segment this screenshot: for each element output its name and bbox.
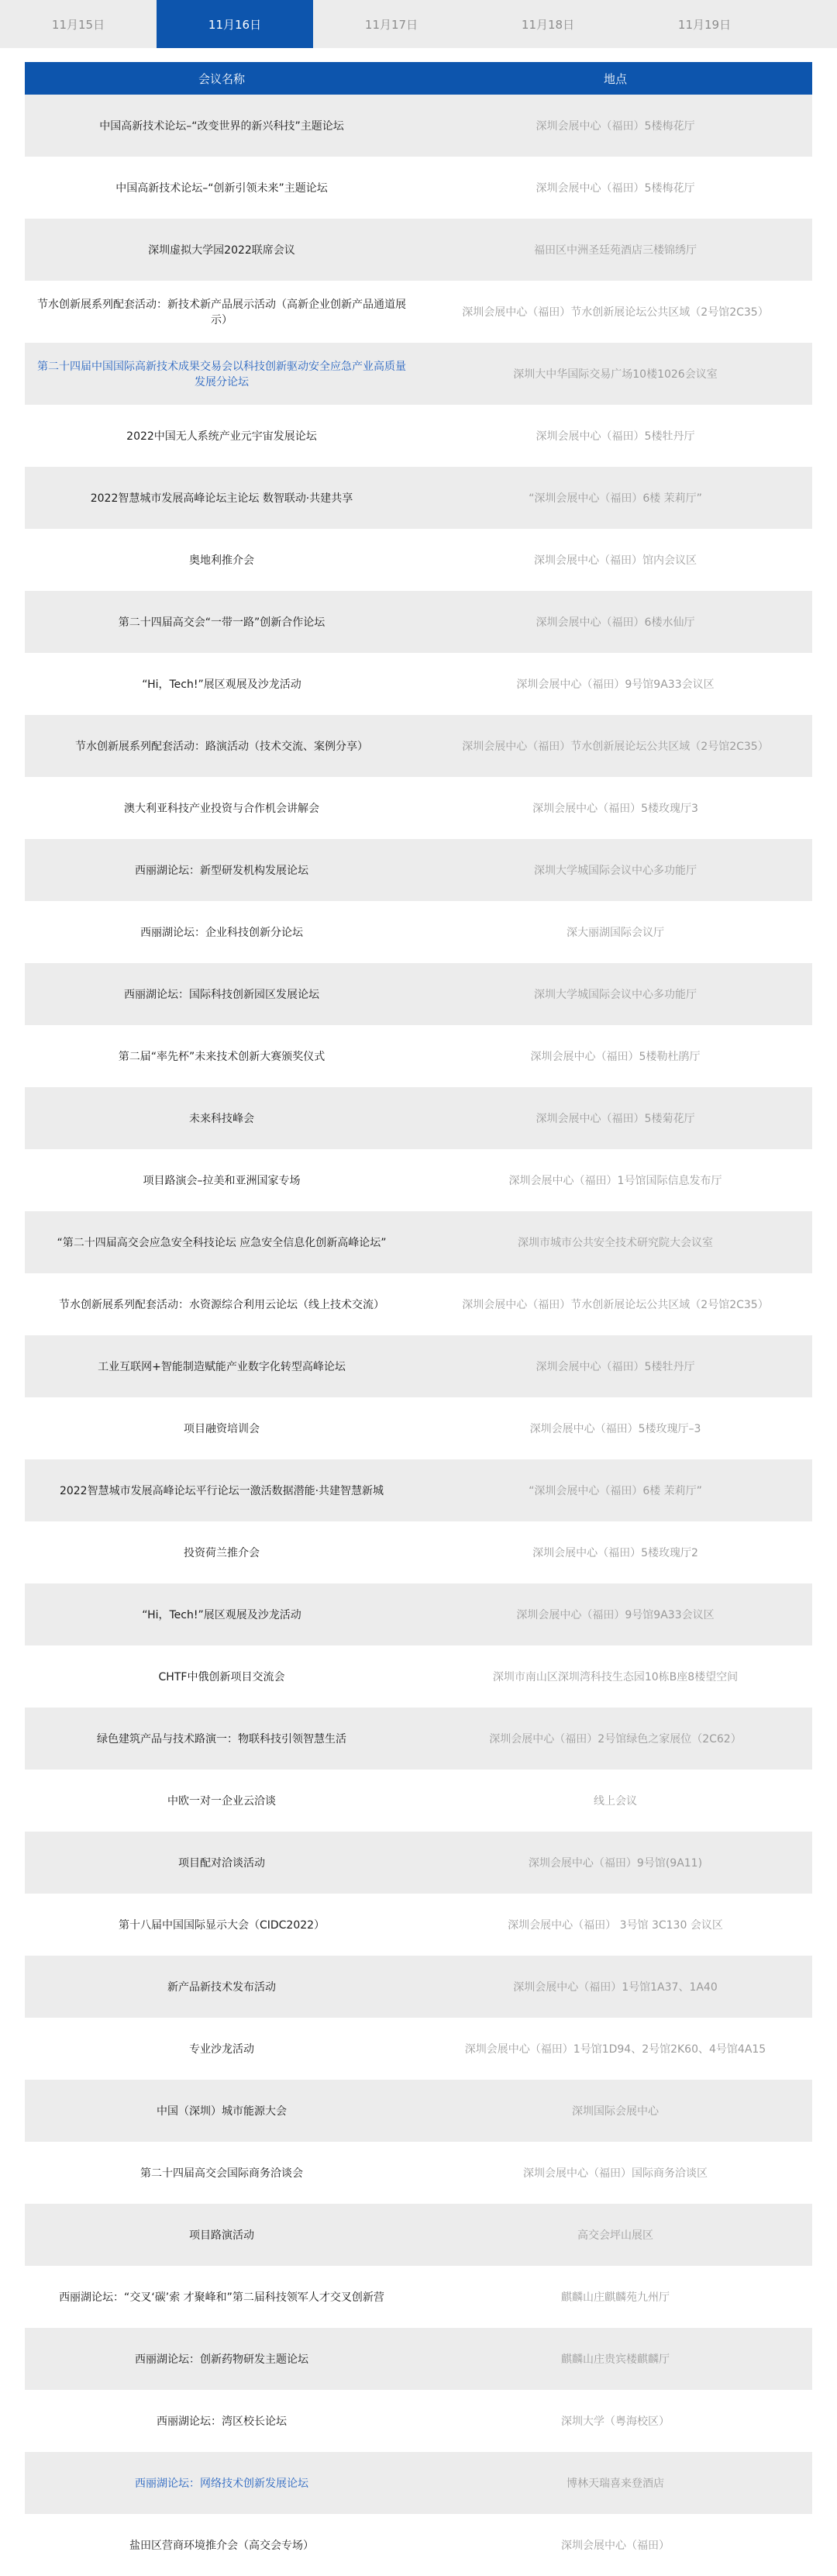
meeting-name: “第二十四届高交会应急安全科技论坛 应急安全信息化创新高峰论坛” bbox=[57, 1237, 387, 1249]
table-header bbox=[25, 62, 812, 95]
tab-date[interactable]: 11月16日 bbox=[157, 0, 313, 48]
meeting-name: 2022智慧城市发展高峰论坛主论坛 数智联动·共建共享 bbox=[90, 492, 353, 505]
header-meeting-name: 会议名称 bbox=[198, 71, 245, 86]
meeting-location: 深圳会展中心（福田）国际商务洽谈区 bbox=[523, 2167, 708, 2180]
table-row bbox=[25, 2266, 812, 2328]
meeting-name: 第二十四届高交会“一带一路”创新合作论坛 bbox=[118, 616, 326, 629]
meeting-name: 节水创新展系列配套活动：水资源综合利用云论坛（线上技术交流） bbox=[59, 1299, 384, 1311]
table-row bbox=[25, 95, 812, 157]
meeting-name: 西丽湖论坛：创新药物研发主题论坛 bbox=[135, 2353, 308, 2366]
table-row bbox=[25, 1770, 812, 1832]
meeting-location: 福田区中洲圣廷苑酒店三楼锦绣厅 bbox=[534, 244, 697, 257]
tab-date[interactable]: 11月15日 bbox=[51, 17, 105, 32]
meeting-name: 深圳虚拟大学园2022联席会议 bbox=[148, 244, 295, 257]
meeting-location: 深圳会展中心（福田）2号馆绿色之家展位（2C62） bbox=[489, 1733, 742, 1746]
meeting-location: 深圳会展中心（福田）5楼牡丹厅 bbox=[536, 430, 695, 443]
table-row bbox=[25, 2018, 812, 2080]
meeting-name: 2022智慧城市发展高峰论坛平行论坛一激活数据潜能·共建智慧新城 bbox=[59, 1485, 384, 1497]
table-row bbox=[25, 2080, 812, 2142]
meeting-location: 深圳国际会展中心 bbox=[572, 2105, 659, 2118]
table-row bbox=[25, 1335, 812, 1397]
table-row bbox=[25, 1397, 812, 1459]
meeting-name-link[interactable]: 西丽湖论坛：网络技术创新发展论坛 bbox=[135, 2478, 308, 2490]
meeting-location: 深圳会展中心（福田）5楼玫瑰厅3 bbox=[532, 803, 698, 815]
meeting-name: 西丽湖论坛：湾区校长论坛 bbox=[157, 2415, 287, 2428]
meeting-name: 中国高新技术论坛–“改变世界的新兴科技”主题论坛 bbox=[99, 120, 344, 133]
meeting-location: 深圳大中华国际交易广场10楼1026会议室 bbox=[513, 368, 718, 381]
meeting-location: 深圳会展中心（福田）5楼玫瑰厅2 bbox=[532, 1547, 698, 1559]
table-row bbox=[25, 1211, 812, 1273]
meeting-name: 盐田区营商环境推介会（高交会专场） bbox=[129, 2540, 314, 2552]
meeting-location: 深圳市城市公共安全技术研究院大会议室 bbox=[518, 1237, 713, 1249]
meeting-name: 中国（深圳）城市能源大会 bbox=[157, 2105, 287, 2118]
table-row bbox=[25, 529, 812, 591]
meeting-location: 深圳会展中心（福田）节水创新展论坛公共区域（2号馆2C35） bbox=[462, 1299, 769, 1311]
meeting-name: CHTF中俄创新项目交流会 bbox=[158, 1671, 285, 1683]
table-row bbox=[25, 1025, 812, 1087]
table-row bbox=[25, 591, 812, 653]
meeting-location: 深圳会展中心（福田）9号馆9A33会议区 bbox=[516, 679, 715, 691]
meeting-name: “Hi，Tech!”展区观展及沙龙活动 bbox=[142, 1609, 301, 1621]
meeting-name: 2022中国无人系统产业元宇宙发展论坛 bbox=[126, 430, 317, 443]
meeting-location: 深圳会展中心（福田）1号馆1A37、1A40 bbox=[513, 1981, 718, 1994]
meeting-name: 绿色建筑产品与技术路演一：物联科技引领智慧生活 bbox=[97, 1733, 346, 1746]
table-row bbox=[25, 2452, 812, 2514]
meeting-location: 深圳会展中心（福田）9号馆9A33会议区 bbox=[516, 1609, 715, 1621]
table-row bbox=[25, 2142, 812, 2204]
date-tabs bbox=[0, 0, 837, 48]
meeting-name: 第二届“率先杯”未来技术创新大赛颁奖仪式 bbox=[118, 1051, 326, 1063]
meeting-location: 深圳会展中心（福田）5楼勒杜鹃厅 bbox=[530, 1051, 701, 1063]
meeting-name: 节水创新展系列配套活动：新技术新产品展示活动（高新企业创新产品通道展示） bbox=[37, 299, 406, 326]
meeting-location: 深圳会展中心（福田） bbox=[561, 2540, 670, 2552]
meeting-location: 深圳会展中心（福田）馆内会议区 bbox=[534, 554, 697, 567]
meeting-location: 深圳会展中心（福田）5楼菊花厅 bbox=[536, 1113, 695, 1125]
table-row bbox=[25, 777, 812, 839]
meeting-location: 深圳会展中心（福田）5楼梅花厅 bbox=[536, 182, 695, 195]
table-row bbox=[25, 1087, 812, 1149]
table-row bbox=[25, 963, 812, 1025]
meeting-name: 西丽湖论坛：新型研发机构发展论坛 bbox=[135, 865, 308, 877]
meeting-location: “深圳会展中心（福田）6楼 茉莉厅” bbox=[529, 1485, 702, 1497]
table-body bbox=[25, 95, 812, 2576]
table-row bbox=[25, 405, 812, 467]
meeting-name: 投资荷兰推介会 bbox=[184, 1547, 260, 1559]
tab-date[interactable]: 11月17日 bbox=[364, 17, 418, 32]
table-row bbox=[25, 1956, 812, 2018]
meeting-location: 深圳会展中心（福田） 3号馆 3C130 会议区 bbox=[508, 1919, 723, 1932]
meeting-name: “Hi，Tech!”展区观展及沙龙活动 bbox=[142, 679, 301, 691]
meeting-location: 麒麟山庄麒麟苑九州厅 bbox=[561, 2291, 670, 2304]
meeting-name: 第十八届中国国际显示大会（CIDC2022） bbox=[118, 1919, 326, 1932]
table-row bbox=[25, 839, 812, 901]
meeting-location: 博林天瑞喜来登酒店 bbox=[567, 2478, 664, 2490]
table-row bbox=[25, 2328, 812, 2390]
meeting-name: 西丽湖论坛：企业科技创新分论坛 bbox=[140, 927, 303, 939]
table-row bbox=[25, 1832, 812, 1894]
meeting-location: 深圳会展中心（福田）6楼水仙厅 bbox=[536, 616, 695, 629]
table-row bbox=[25, 1894, 812, 1956]
table-row bbox=[25, 2514, 812, 2576]
meeting-name: 工业互联网+智能制造赋能产业数字化转型高峰论坛 bbox=[98, 1361, 346, 1373]
meeting-name: 澳大利亚科技产业投资与合作机会讲解会 bbox=[124, 803, 319, 815]
meeting-location: 深圳大学城国际会议中心多功能厅 bbox=[534, 865, 697, 877]
meeting-location: “深圳会展中心（福田）6楼 茉莉厅” bbox=[529, 492, 702, 505]
table-row bbox=[25, 467, 812, 529]
table-row bbox=[25, 157, 812, 219]
meeting-name: 项目配对洽谈活动 bbox=[178, 1857, 265, 1870]
meeting-location: 深圳市南山区深圳湾科技生态园10栋B座8楼望空间 bbox=[492, 1671, 739, 1683]
table-row bbox=[25, 1645, 812, 1708]
tab-date[interactable]: 11月18日 bbox=[521, 17, 575, 32]
meeting-name: 项目路演会–拉美和亚洲国家专场 bbox=[143, 1175, 301, 1187]
meeting-location: 深圳会展中心（福田）5楼牡丹厅 bbox=[536, 1361, 695, 1373]
meeting-name-link[interactable]: 第二十四届中国国际高新技术成果交易会以科技创新驱动安全应急产业高质量发展分论坛 bbox=[37, 361, 406, 388]
table-row bbox=[25, 1273, 812, 1335]
meeting-location: 高交会坪山展区 bbox=[577, 2229, 653, 2242]
meeting-location: 深圳会展中心（福田）5楼玫瑰厅–3 bbox=[529, 1423, 701, 1435]
header-location: 地点 bbox=[603, 71, 627, 86]
table-row bbox=[25, 219, 812, 281]
table-row bbox=[25, 2390, 812, 2452]
meeting-location: 深圳会展中心（福田）1号馆国际信息发布厅 bbox=[508, 1175, 722, 1187]
meeting-name: 第二十四届高交会国际商务洽谈会 bbox=[140, 2167, 303, 2180]
meeting-name: 新产品新技术发布活动 bbox=[167, 1981, 276, 1994]
table-row bbox=[25, 653, 812, 715]
meeting-name: 未来科技峰会 bbox=[189, 1113, 254, 1125]
meeting-name: 项目路演活动 bbox=[189, 2229, 254, 2242]
meeting-name: 中国高新技术论坛–“创新引领未来”主题论坛 bbox=[115, 182, 328, 195]
meeting-name: 西丽湖论坛：国际科技创新园区发展论坛 bbox=[124, 989, 319, 1001]
tab-date[interactable]: 11月19日 bbox=[677, 17, 732, 32]
table-row bbox=[25, 1149, 812, 1211]
meeting-name: 中欧一对一企业云洽谈 bbox=[167, 1795, 276, 1808]
meeting-location: 深圳会展中心（福田）1号馆1D94、2号馆2K60、4号馆4A15 bbox=[464, 2043, 766, 2056]
meeting-location: 深圳大学城国际会议中心多功能厅 bbox=[534, 989, 697, 1001]
meeting-location: 麒麟山庄贵宾楼麒麟厅 bbox=[561, 2353, 670, 2366]
meeting-location: 深圳会展中心（福田）节水创新展论坛公共区域（2号馆2C35） bbox=[462, 306, 769, 319]
meeting-name: 奥地利推介会 bbox=[189, 554, 254, 567]
meeting-name: 节水创新展系列配套活动：路演活动（技术交流、案例分享） bbox=[75, 741, 368, 753]
meeting-name: 专业沙龙活动 bbox=[189, 2043, 254, 2056]
table-row bbox=[25, 2204, 812, 2266]
table-row bbox=[25, 901, 812, 963]
meeting-location: 深圳会展中心（福田）节水创新展论坛公共区域（2号馆2C35） bbox=[462, 741, 769, 753]
table-row bbox=[25, 281, 812, 343]
meeting-location: 线上会议 bbox=[594, 1795, 637, 1808]
meeting-location: 深圳会展中心（福田）9号馆(9A11) bbox=[528, 1857, 703, 1870]
table-row bbox=[25, 1521, 812, 1583]
conference-table bbox=[25, 62, 812, 2576]
meeting-location: 深大丽湖国际会议厅 bbox=[567, 927, 664, 939]
table-row bbox=[25, 1708, 812, 1770]
meeting-name: 项目融资培训会 bbox=[184, 1423, 260, 1435]
table-row bbox=[25, 715, 812, 777]
meeting-name: 西丽湖论坛：“交叉‘碳’索 才聚峰和”第二届科技领军人才交叉创新营 bbox=[59, 2291, 384, 2304]
table-row bbox=[25, 1583, 812, 1645]
table-row bbox=[25, 343, 812, 405]
meeting-location: 深圳大学（粤海校区） bbox=[561, 2415, 670, 2428]
table-row bbox=[25, 1459, 812, 1521]
meeting-location: 深圳会展中心（福田）5楼梅花厅 bbox=[536, 120, 695, 133]
